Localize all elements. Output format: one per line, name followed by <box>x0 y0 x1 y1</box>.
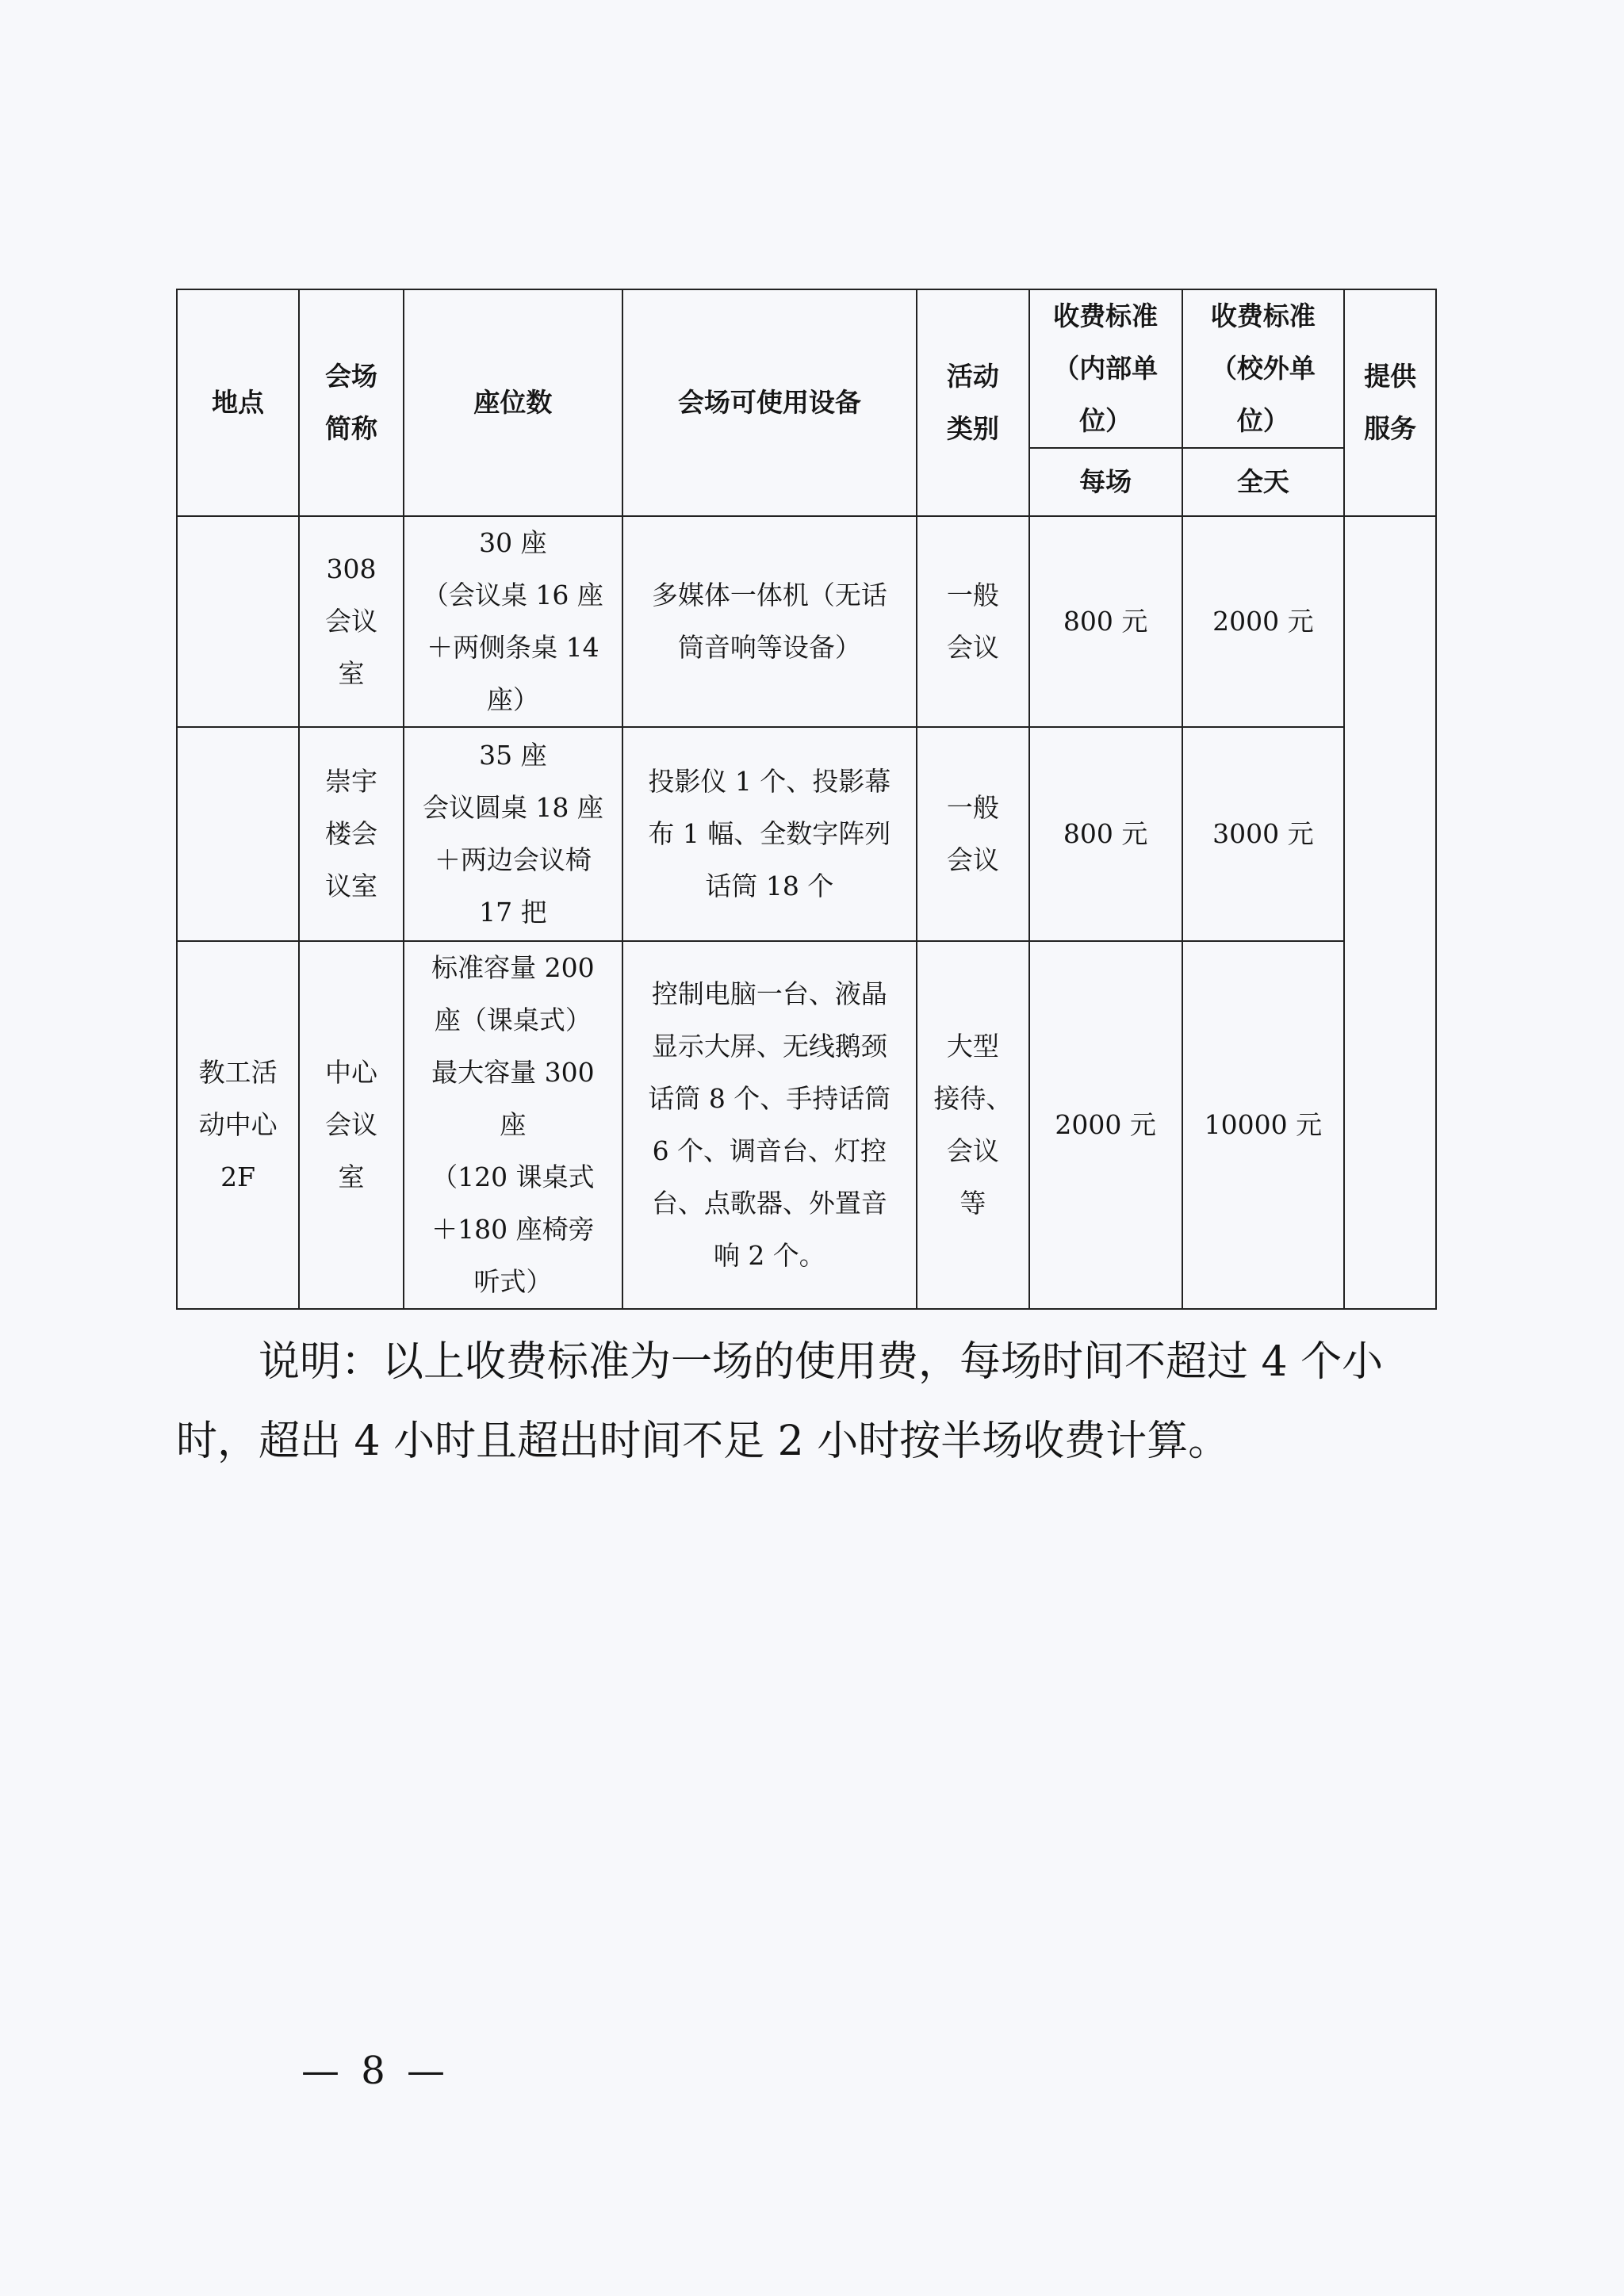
cell-venue-abbr: 中心 会议 室 <box>299 941 404 1309</box>
cell-equipment: 投影仪 1 个、投影幕 布 1 幅、全数字阵列 话筒 18 个 <box>622 727 917 941</box>
cell-venue-abbr: 崇宇 楼会 议室 <box>299 727 404 941</box>
page-number: — 8 — <box>301 2049 450 2093</box>
header-full-day: 全天 <box>1182 448 1345 516</box>
table-row <box>177 516 1436 727</box>
header-equipment: 会场可使用设备 <box>622 289 917 516</box>
header-per-session: 每场 <box>1029 448 1182 516</box>
table-row <box>177 941 1436 1309</box>
header-activity-type: 活动 类别 <box>917 289 1029 516</box>
cell-location <box>177 516 299 727</box>
cell-activity-type: 大型 接待、 会议 等 <box>917 941 1029 1309</box>
cell-equipment: 控制电脑一台、液晶 显示大屏、无线鹅颈 话筒 8 个、手持话筒 6 个、调音台、灯控 台、点歌器、外置音 响 2 个。 <box>622 941 917 1309</box>
cell-fee-external: 3000 元 <box>1182 727 1345 941</box>
table-header-row <box>177 289 1436 448</box>
cell-location <box>177 727 299 941</box>
cell-service <box>1344 516 1436 1309</box>
cell-fee-external: 2000 元 <box>1182 516 1345 727</box>
cell-location: 教工活 动中心 2F <box>177 941 299 1309</box>
cell-seats: 标准容量 200 座（课桌式） 最大容量 300 座 （120 课桌式 ＋180 座椅旁 听式） <box>404 941 622 1309</box>
cell-fee-internal: 800 元 <box>1029 516 1182 727</box>
header-seats: 座位数 <box>404 289 622 516</box>
cell-activity-type: 一般 会议 <box>917 727 1029 941</box>
cell-seats: 35 座 会议圆桌 18 座 ＋两边会议椅 17 把 <box>404 727 622 941</box>
header-venue-abbr: 会场 简称 <box>299 289 404 516</box>
cell-equipment: 多媒体一体机（无话 筒音响等设备） <box>622 516 917 727</box>
header-fee-internal: 收费标准 （内部单 位） <box>1029 289 1182 448</box>
cell-fee-internal: 800 元 <box>1029 727 1182 941</box>
header-fee-external: 收费标准 （校外单 位） <box>1182 289 1345 448</box>
fee-note-paragraph: 说明：以上收费标准为一场的使用费，每场时间不超过 4 个小时，超出 4 小时且超出时间不足 2 小时按半场收费计算。 <box>176 1338 1384 1465</box>
venue-fee-table <box>176 289 1437 1310</box>
cell-activity-type: 一般 会议 <box>917 516 1029 727</box>
table-row <box>177 727 1436 941</box>
header-location: 地点 <box>177 289 299 516</box>
cell-fee-external: 10000 元 <box>1182 941 1345 1309</box>
cell-fee-internal: 2000 元 <box>1029 941 1182 1309</box>
header-service: 提供 服务 <box>1344 289 1436 516</box>
cell-seats: 30 座 （会议桌 16 座 ＋两侧条桌 14 座） <box>404 516 622 727</box>
cell-venue-abbr: 308 会议 室 <box>299 516 404 727</box>
